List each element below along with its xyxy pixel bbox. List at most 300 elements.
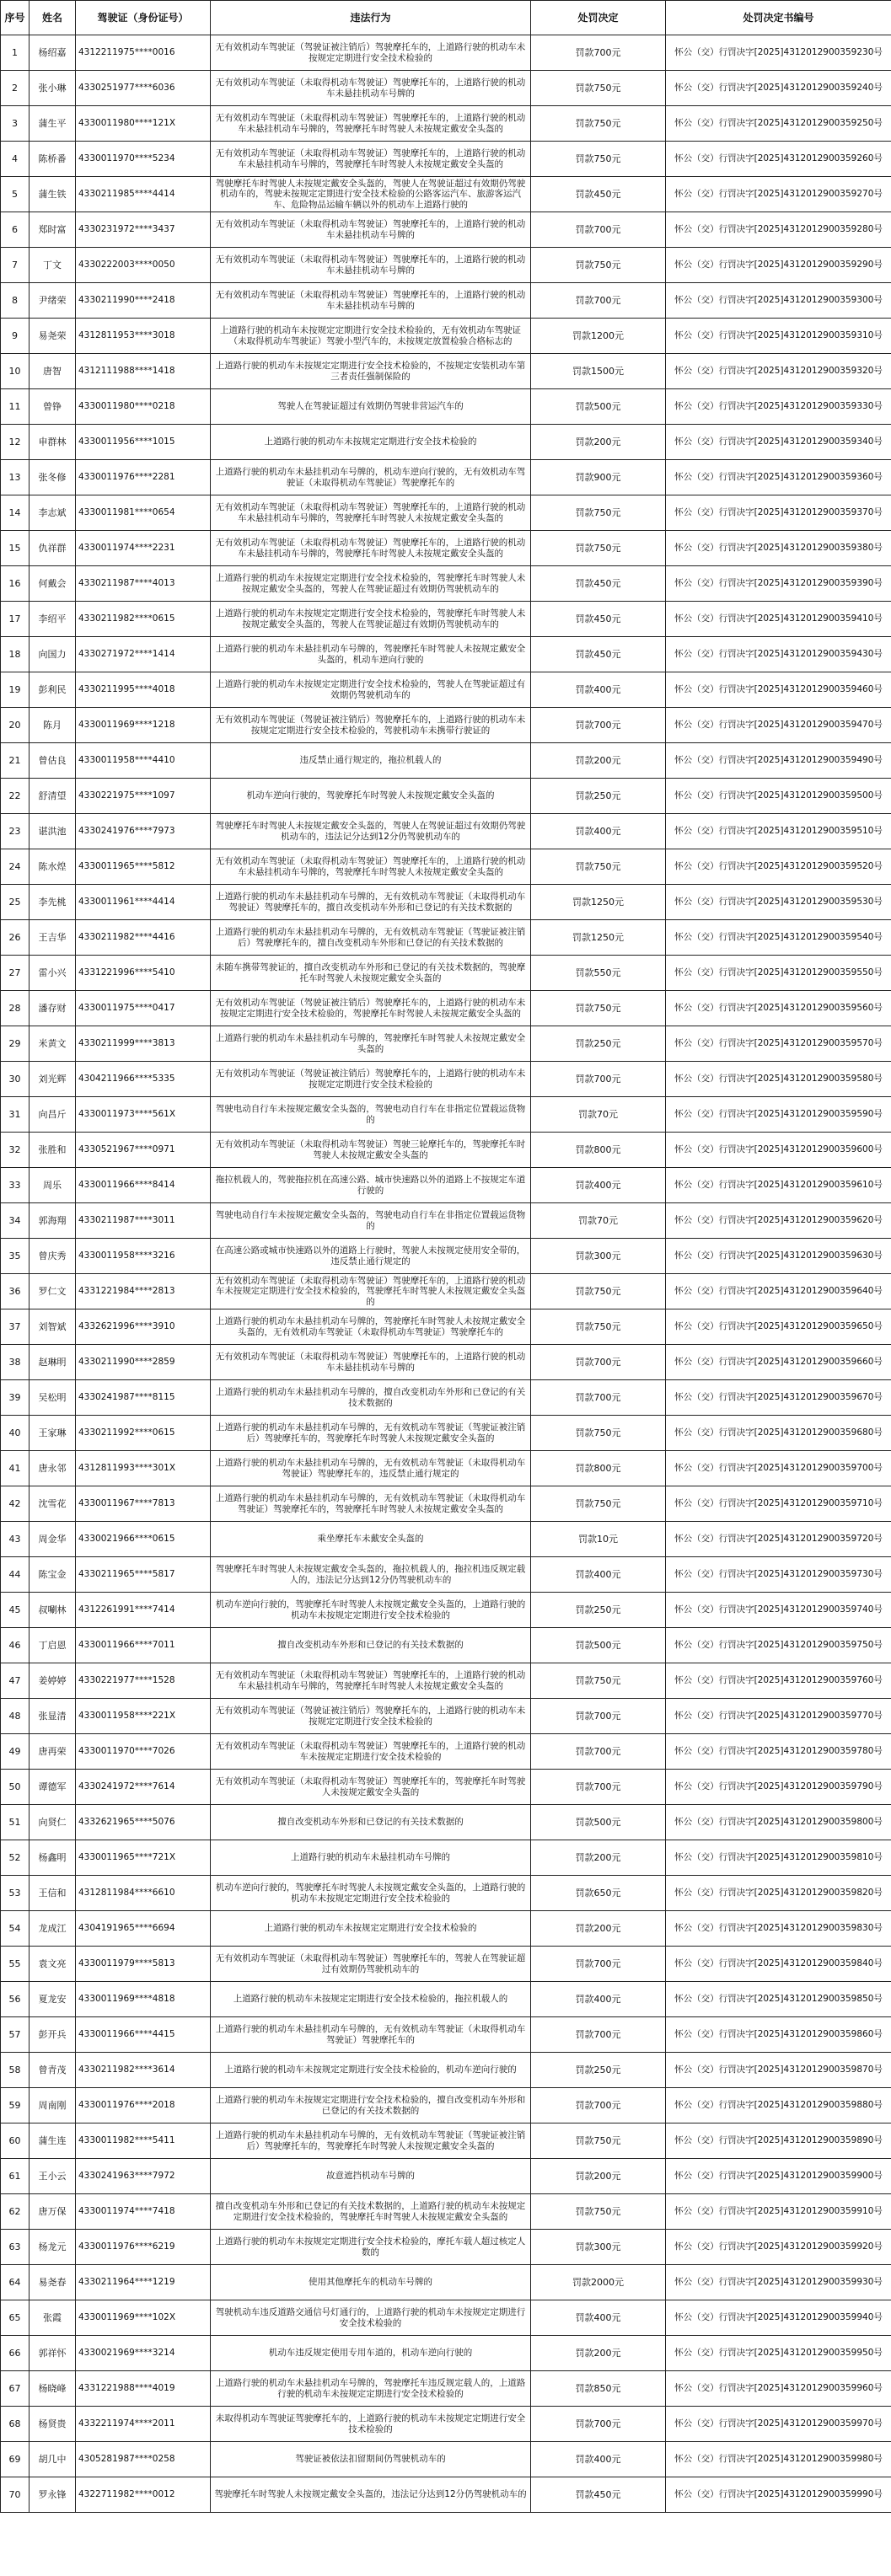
table-row xyxy=(1,35,891,71)
cell-seq: 67 xyxy=(1,2371,30,2407)
cell-license-id: 433024196​3****7972 xyxy=(76,2159,211,2194)
cell-penalty: 罚款750元 xyxy=(531,106,666,142)
cell-license-id: 433001197​0****5234 xyxy=(76,142,211,177)
cell-violation: 无有效机动车驾驶证（未取得机动车驾驶证）驾驶摩托车的，上道路行驶的机动车未悬挂机动车号牌的 xyxy=(211,283,531,319)
cell-penalty: 罚款700元 xyxy=(531,2407,666,2442)
cell-penalty: 罚款400元 xyxy=(531,1982,666,2017)
cell-seq: 38 xyxy=(1,1345,30,1380)
table-row xyxy=(1,814,891,849)
table-row xyxy=(1,1133,891,1168)
cell-seq: 30 xyxy=(1,1062,30,1097)
cell-name: 谌洪池 xyxy=(30,814,76,849)
cell-decision-number: 怀公（交）行罚决字[2025]431201290035980​0号 xyxy=(666,1805,891,1840)
table-row xyxy=(1,1805,891,1840)
cell-violation: 擅自改变机动车外形和已登记的有关技术数据的 xyxy=(211,1628,531,1663)
cell-penalty: 罚款450元 xyxy=(531,2477,666,2513)
cell-license-id: 433022197​7****1528 xyxy=(76,1663,211,1699)
cell-penalty: 罚款800元 xyxy=(531,1451,666,1486)
cell-violation: 擅自改变机动车外形和已登记的有关技术数据的，上道路行驶的机动车未按规定定期进行安全技术检验的，驾驶摩托车时驾驶人未按规定戴安全头盔的 xyxy=(211,2194,531,2230)
cell-name: 吴松明 xyxy=(30,1380,76,1416)
cell-penalty: 罚款750元 xyxy=(531,2194,666,2230)
cell-seq: 16 xyxy=(1,566,30,602)
cell-seq: 17 xyxy=(1,602,30,637)
table-row xyxy=(1,425,891,460)
table-row xyxy=(1,319,891,354)
cell-license-id: 433021196​4****1219 xyxy=(76,2265,211,2300)
cell-violation: 无有效机动车驾驶证（未取得机动车驾驶证）驾驶三轮摩托车的，驾驶摩托车时驾驶人未按规定戴安全头盔的 xyxy=(211,1133,531,1168)
cell-penalty: 罚款700元 xyxy=(531,1380,666,1416)
cell-seq: 26 xyxy=(1,920,30,956)
cell-name: 向贤仁 xyxy=(30,1805,76,1840)
cell-decision-number: 怀公（交）行罚决字[2025]431201290035993​0号 xyxy=(666,2265,891,2300)
cell-penalty: 罚款1200元 xyxy=(531,319,666,354)
cell-seq: 59 xyxy=(1,2088,30,2123)
cell-license-id: 433001195​6****1015 xyxy=(76,425,211,460)
cell-decision-number: 怀公（交）行罚决字[2025]431201290035941​0号 xyxy=(666,602,891,637)
cell-seq: 21 xyxy=(1,743,30,779)
cell-decision-number: 怀公（交）行罚决字[2025]431201290035989​0号 xyxy=(666,2123,891,2159)
cell-license-id: 433122198​4****2813 xyxy=(76,1274,211,1309)
cell-violation: 上道路行驶的机动车未按规定定期进行安全技术检验的，无有效机动车驾驶证（未取得机动车驾驶证）驾驶小型汽车的，未按规定放置检验合格标志的 xyxy=(211,319,531,354)
cell-penalty: 罚款900元 xyxy=(531,460,666,495)
table-row xyxy=(1,142,891,177)
cell-penalty: 罚款700元 xyxy=(531,212,666,248)
cell-name: 罗永锋 xyxy=(30,2477,76,2513)
cell-decision-number: 怀公（交）行罚决字[2025]431201290035966​0号 xyxy=(666,1345,891,1380)
cell-penalty: 罚款300元 xyxy=(531,2230,666,2265)
cell-seq: 15 xyxy=(1,531,30,566)
cell-violation: 上道路行驶的机动车未悬挂机动车号牌的，无有效机动车驾驶证（驾驶证被注销后）驾驶摩托车的，驾驶摩托车时驾驶人未按规定戴安全头盔的 xyxy=(211,1416,531,1451)
cell-seq: 40 xyxy=(1,1416,30,1451)
cell-license-id: 433021196​5****5817 xyxy=(76,1557,211,1593)
cell-penalty: 罚款70元 xyxy=(531,1203,666,1239)
cell-decision-number: 怀公（交）行罚决字[2025]431201290035961​0号 xyxy=(666,1168,891,1203)
cell-seq: 47 xyxy=(1,1663,30,1699)
cell-penalty: 罚款850元 xyxy=(531,2371,666,2407)
cell-license-id: 433001197​3****561X xyxy=(76,1097,211,1133)
cell-seq: 8 xyxy=(1,283,30,319)
cell-seq: 33 xyxy=(1,1168,30,1203)
cell-decision-number: 怀公（交）行罚决字[2025]431201290035949​0号 xyxy=(666,743,891,779)
cell-penalty: 罚款450元 xyxy=(531,637,666,672)
table-row xyxy=(1,248,891,283)
cell-seq: 45 xyxy=(1,1593,30,1628)
cell-license-id: 433001198​0****121X xyxy=(76,106,211,142)
cell-penalty: 罚款250元 xyxy=(531,1593,666,1628)
cell-violation: 无有效机动车驾驶证（未取得机动车驾驶证）驾驶摩托车的，上道路行驶的机动车未悬挂机动车号牌的 xyxy=(211,212,531,248)
cell-name: 唐智 xyxy=(30,354,76,389)
cell-license-id: 433021198​7****3011 xyxy=(76,1203,211,1239)
cell-decision-number: 怀公（交）行罚决字[2025]431201290035956​0号 xyxy=(666,991,891,1026)
cell-license-id: 433001197​4****2231 xyxy=(76,531,211,566)
table-row xyxy=(1,1593,891,1628)
cell-name: 向国力 xyxy=(30,637,76,672)
cell-violation: 上道路行驶的机动车未按规定定期进行安全技术检验的，拖拉机载人的 xyxy=(211,1982,531,2017)
cell-name: 张胜和 xyxy=(30,1133,76,1168)
cell-name: 蒲生铁 xyxy=(30,177,76,212)
cell-penalty: 罚款750元 xyxy=(531,1274,666,1309)
cell-license-id: 433021198​2****4416 xyxy=(76,920,211,956)
cell-violation: 机动车违反规定使用专用车道的，机动车逆向行驶的 xyxy=(211,2336,531,2371)
cell-seq: 1 xyxy=(1,35,30,71)
cell-penalty: 罚款450元 xyxy=(531,602,666,637)
cell-decision-number: 怀公（交）行罚决字[2025]431201290035930​0号 xyxy=(666,283,891,319)
table-row xyxy=(1,1557,891,1593)
cell-name: 申群林 xyxy=(30,425,76,460)
cell-penalty: 罚款400元 xyxy=(531,672,666,708)
cell-name: 蒲生连 xyxy=(30,2123,76,2159)
cell-violation: 无有效机动车驾驶证（未取得机动车驾驶证）驾驶摩托车的，上道路行驶的机动车未悬挂机动车号牌的，驾驶摩托车时驾驶人未按规定戴安全头盔的 xyxy=(211,495,531,531)
cell-decision-number: 怀公（交）行罚决字[2025]431201290035988​0号 xyxy=(666,2088,891,2123)
cell-decision-number: 怀公（交）行罚决字[2025]431201290035978​0号 xyxy=(666,1734,891,1770)
cell-decision-number: 怀公（交）行罚决字[2025]431201290035982​0号 xyxy=(666,1876,891,1911)
cell-decision-number: 怀公（交）行罚决字[2025]431201290035996​0号 xyxy=(666,2371,891,2407)
cell-seq: 11 xyxy=(1,389,30,425)
cell-violation: 拖拉机载人的，驾驶拖拉机在高速公路、城市快速路以外的道路上不按规定车道行驶的 xyxy=(211,1168,531,1203)
cell-license-id: 433001195​8****3216 xyxy=(76,1239,211,1274)
cell-decision-number: 怀公（交）行罚决字[2025]431201290035967​0号 xyxy=(666,1380,891,1416)
table-row xyxy=(1,1451,891,1486)
cell-seq: 63 xyxy=(1,2230,30,2265)
cell-violation: 无有效机动车驾驶证（未取得机动车驾驶证）驾驶摩托车的，驾驶摩托车时驾驶人未按规定戴安全头盔的 xyxy=(211,1770,531,1805)
cell-decision-number: 怀公（交）行罚决字[2025]431201290035929​0号 xyxy=(666,248,891,283)
cell-penalty: 罚款650元 xyxy=(531,1876,666,1911)
cell-seq: 44 xyxy=(1,1557,30,1593)
table-row xyxy=(1,389,891,425)
cell-decision-number: 怀公（交）行罚决字[2025]431201290035950​0号 xyxy=(666,779,891,814)
cell-penalty: 罚款200元 xyxy=(531,1911,666,1947)
cell-penalty: 罚款500元 xyxy=(531,1628,666,1663)
cell-penalty: 罚款750元 xyxy=(531,1309,666,1345)
cell-penalty: 罚款750元 xyxy=(531,71,666,106)
col-header-violation: 违法行为 xyxy=(211,1,531,35)
table-row xyxy=(1,1734,891,1770)
cell-violation: 无有效机动车驾驶证（未取得机动车驾驶证）驾驶摩托车的，上道路行驶的机动车未按规定定期进行安全技术检验的 xyxy=(211,1734,531,1770)
cell-violation: 上道路行驶的机动车未按规定定期进行安全技术检验的，驾驶人在驾驶证超过有效期仍驾驶机动车的 xyxy=(211,672,531,708)
table-row xyxy=(1,672,891,708)
cell-decision-number: 怀公（交）行罚决字[2025]431201290035926​0号 xyxy=(666,142,891,177)
col-header-penalty: 处罚决定 xyxy=(531,1,666,35)
cell-name: 易尧荣 xyxy=(30,319,76,354)
table-row xyxy=(1,2230,891,2265)
table-row xyxy=(1,2407,891,2442)
cell-violation: 上道路行驶的机动车未按规定定期进行安全技术检验的，驾驶摩托车时驾驶人未按规定戴安全头盔的，驾驶人在驾驶证超过有效期仍驾驶机动车的 xyxy=(211,602,531,637)
cell-penalty: 罚款1500元 xyxy=(531,354,666,389)
cell-violation: 上道路行驶的机动车未悬挂机动车号牌的，驾驶摩托车时驾驶人未按规定戴安全头盔的 xyxy=(211,1026,531,1062)
cell-name: 张显清 xyxy=(30,1699,76,1734)
cell-decision-number: 怀公（交）行罚决字[2025]431201290035954​0号 xyxy=(666,920,891,956)
cell-penalty: 罚款800元 xyxy=(531,1133,666,1168)
table-row xyxy=(1,2194,891,2230)
cell-name: 周南刚 xyxy=(30,2088,76,2123)
cell-decision-number: 怀公（交）行罚决字[2025]431201290035932​0号 xyxy=(666,354,891,389)
cell-seq: 9 xyxy=(1,319,30,354)
cell-violation: 无有效机动车驾驶证（未取得机动车驾驶证）驾驶摩托车的，上道路行驶的机动车未悬挂机动车号牌的，驾驶摩托车时驾驶人未按规定戴安全头盔的 xyxy=(211,142,531,177)
table-row xyxy=(1,1380,891,1416)
cell-license-id: 433001197​9****5813 xyxy=(76,1947,211,1982)
cell-decision-number: 怀公（交）行罚决字[2025]431201290035974​0号 xyxy=(666,1593,891,1628)
table-row xyxy=(1,2123,891,2159)
table-row xyxy=(1,1203,891,1239)
cell-seq: 57 xyxy=(1,2017,30,2053)
table-row xyxy=(1,106,891,142)
cell-license-id: 433001195​8****221X xyxy=(76,1699,211,1734)
cell-penalty: 罚款1250元 xyxy=(531,885,666,920)
table-row xyxy=(1,283,891,319)
cell-violation: 上道路行驶的机动车未悬挂机动车号牌的，无有效机动车驾驶证（未取得机动车驾驶证）驾驶摩托车的，驾驶摩托车时驾驶人未按规定戴安全头盔的 xyxy=(211,1486,531,1522)
cell-decision-number: 怀公（交）行罚决字[2025]431201290035955​0号 xyxy=(666,956,891,991)
cell-penalty: 罚款700元 xyxy=(531,1947,666,1982)
cell-decision-number: 怀公（交）行罚决字[2025]431201290035972​0号 xyxy=(666,1522,891,1557)
cell-seq: 54 xyxy=(1,1911,30,1947)
table-row xyxy=(1,1982,891,2017)
cell-seq: 61 xyxy=(1,2159,30,2194)
cell-name: 唐永邻 xyxy=(30,1451,76,1486)
cell-violation: 无有效机动车驾驶证（未取得机动车驾驶证）驾驶摩托车的，上道路行驶的机动车未按规定定期进行安全技术检验的，驾驶摩托车时驾驶人未按规定戴安全头盔的 xyxy=(211,1274,531,1309)
cell-decision-number: 怀公（交）行罚决字[2025]431201290035951​0号 xyxy=(666,814,891,849)
cell-license-id: 433122198​8****4019 xyxy=(76,2371,211,2407)
cell-penalty: 罚款750元 xyxy=(531,849,666,885)
cell-license-id: 430421196​6****5335 xyxy=(76,1062,211,1097)
cell-decision-number: 怀公（交）行罚决字[2025]431201290035975​0号 xyxy=(666,1628,891,1663)
table-row xyxy=(1,2477,891,2513)
cell-violation: 故意遮挡机动车号牌的 xyxy=(211,2159,531,2194)
cell-name: 曾铮 xyxy=(30,389,76,425)
cell-seq: 55 xyxy=(1,1947,30,1982)
cell-name: 尹绪荣 xyxy=(30,283,76,319)
cell-name: 杨绍嘉 xyxy=(30,35,76,71)
cell-penalty: 罚款500元 xyxy=(531,389,666,425)
cell-violation: 驾驶电动自行车未按规定戴安全头盔的，驾驶电动自行车在非指定位置载运货物的 xyxy=(211,1203,531,1239)
cell-license-id: 433262196​5****5076 xyxy=(76,1805,211,1840)
cell-decision-number: 怀公（交）行罚决字[2025]431201290035995​0号 xyxy=(666,2336,891,2371)
cell-violation: 上道路行驶的机动车未悬挂机动车号牌的，驾驶摩托车时驾驶人未按规定戴安全头盔的，无有效机动车驾驶证（未取得机动车驾驶证）驾驶摩托车的 xyxy=(211,1309,531,1345)
cell-name: 曾庆秀 xyxy=(30,1239,76,1274)
cell-seq: 51 xyxy=(1,1805,30,1840)
table-row xyxy=(1,1947,891,1982)
cell-violation: 无有效机动车驾驶证（驾驶证被注销后）驾驶摩托车的，上道路行驶的机动车未按规定定期进行安全技术检验的 xyxy=(211,1699,531,1734)
cell-decision-number: 怀公（交）行罚决字[2025]431201290035991​0号 xyxy=(666,2194,891,2230)
cell-name: 张冬修 xyxy=(30,460,76,495)
table-row xyxy=(1,602,891,637)
cell-violation: 驾驶摩托车时驾驶人未按规定戴安全头盔的，违法记分达到12分仍驾驶机动车的 xyxy=(211,2477,531,2513)
cell-violation: 无有效机动车驾驶证（未取得机动车驾驶证）驾驶摩托车的，驾驶人在驾驶证超过有效期仍驾驶机动车的 xyxy=(211,1947,531,1982)
cell-name: 王信和 xyxy=(30,1876,76,1911)
cell-decision-number: 怀公（交）行罚决字[2025]431201290035964​0号 xyxy=(666,1274,891,1309)
cell-decision-number: 怀公（交）行罚决字[2025]431201290035934​0号 xyxy=(666,425,891,460)
cell-decision-number: 怀公（交）行罚决字[2025]431201290035963​0号 xyxy=(666,1239,891,1274)
cell-decision-number: 怀公（交）行罚决字[2025]431201290035970​0号 xyxy=(666,1451,891,1486)
table-row xyxy=(1,1770,891,1805)
cell-decision-number: 怀公（交）行罚决字[2025]431201290035939​0号 xyxy=(666,566,891,602)
cell-violation: 上道路行驶的机动车未按规定定期进行安全技术检验的 xyxy=(211,1911,531,1947)
cell-violation: 无有效机动车驾驶证（未取得机动车驾驶证）驾驶摩托车的，上道路行驶的机动车未悬挂机动车号牌的 xyxy=(211,71,531,106)
cell-penalty: 罚款750元 xyxy=(531,1416,666,1451)
cell-penalty: 罚款700元 xyxy=(531,2088,666,2123)
cell-name: 叔唰林 xyxy=(30,1593,76,1628)
cell-violation: 上道路行驶的机动车未按规定定期进行安全技术检验的，不按规定安装机动车第三者责任强制保险的 xyxy=(211,354,531,389)
cell-name: 杨龙元 xyxy=(30,2230,76,2265)
cell-violation: 无有效机动车驾驶证（驾驶证被注销后）驾驶摩托车的，上道路行驶的机动车未按规定定期进行安全技术检验的，驾驶摩托车时驾驶人未按规定戴安全头盔的 xyxy=(211,991,531,1026)
table-row xyxy=(1,637,891,672)
cell-seq: 23 xyxy=(1,814,30,849)
cell-seq: 29 xyxy=(1,1026,30,1062)
cell-seq: 53 xyxy=(1,1876,30,1911)
cell-decision-number: 怀公（交）行罚决字[2025]431201290035968​0号 xyxy=(666,1416,891,1451)
cell-decision-number: 怀公（交）行罚决字[2025]431201290035983​0号 xyxy=(666,1911,891,1947)
table-header-row xyxy=(1,1,891,35)
cell-license-id: 433024197​6****7973 xyxy=(76,814,211,849)
cell-name: 李志斌 xyxy=(30,495,76,531)
cell-seq: 60 xyxy=(1,2123,30,2159)
cell-violation: 使用其他摩托车的机动车号牌的 xyxy=(211,2265,531,2300)
cell-license-id: 433001197​4****7418 xyxy=(76,2194,211,2230)
cell-seq: 70 xyxy=(1,2477,30,2513)
cell-seq: 42 xyxy=(1,1486,30,1522)
cell-name: 龙成江 xyxy=(30,1911,76,1947)
cell-license-id: 433021198​2****0615 xyxy=(76,602,211,637)
cell-violation: 在高速公路或城市快速路以外的道路上行驶时，驾驶人未按规定使用安全带的，违反禁止通行规定的 xyxy=(211,1239,531,1274)
cell-decision-number: 怀公（交）行罚决字[2025]431201290035997​0号 xyxy=(666,2407,891,2442)
cell-violation: 上道路行驶的机动车未悬挂机动车号牌的，擅自改变机动车外形和已登记的有关技术数据的 xyxy=(211,1380,531,1416)
cell-license-id: 433021199​0****2859 xyxy=(76,1345,211,1380)
cell-decision-number: 怀公（交）行罚决字[2025]431201290035946​0号 xyxy=(666,672,891,708)
cell-seq: 10 xyxy=(1,354,30,389)
cell-decision-number: 怀公（交）行罚决字[2025]431201290035971​0号 xyxy=(666,1486,891,1522)
cell-name: 刘智斌 xyxy=(30,1309,76,1345)
cell-license-id: 433021198​7****4013 xyxy=(76,566,211,602)
cell-name: 王吉华 xyxy=(30,920,76,956)
cell-penalty: 罚款250元 xyxy=(531,1026,666,1062)
table-row xyxy=(1,2265,891,2300)
cell-license-id: 433001196​1****4414 xyxy=(76,885,211,920)
cell-license-id: 433001198​0****0218 xyxy=(76,389,211,425)
cell-name: 周金华 xyxy=(30,1522,76,1557)
cell-decision-number: 怀公（交）行罚决字[2025]431201290035984​0号 xyxy=(666,1947,891,1982)
table-row xyxy=(1,1522,891,1557)
cell-license-id: 431226199​1****7414 xyxy=(76,1593,211,1628)
cell-decision-number: 怀公（交）行罚决字[2025]431201290035962​0号 xyxy=(666,1203,891,1239)
cell-violation: 上道路行驶的机动车未悬挂机动车号牌的 xyxy=(211,1840,531,1876)
cell-decision-number: 怀公（交）行罚决字[2025]431201290035960​0号 xyxy=(666,1133,891,1168)
cell-violation: 上道路行驶的机动车未按规定定期进行安全技术检验的，摩托车载人超过核定人数的 xyxy=(211,2230,531,2265)
table-row xyxy=(1,1274,891,1309)
cell-license-id: 433022200​3****0050 xyxy=(76,248,211,283)
col-header-name: 姓名 xyxy=(30,1,76,35)
cell-seq: 2 xyxy=(1,71,30,106)
cell-seq: 62 xyxy=(1,2194,30,2230)
table-row xyxy=(1,956,891,991)
cell-violation: 驾驶证被依法扣留期间仍驾驶机动车的 xyxy=(211,2442,531,2477)
cell-decision-number: 怀公（交）行罚决字[2025]431201290035933​0号 xyxy=(666,389,891,425)
cell-seq: 19 xyxy=(1,672,30,708)
cell-seq: 69 xyxy=(1,2442,30,2477)
cell-penalty: 罚款450元 xyxy=(531,566,666,602)
cell-decision-number: 怀公（交）行罚决字[2025]431201290035999​0号 xyxy=(666,2477,891,2513)
cell-license-id: 433021199​0****2418 xyxy=(76,283,211,319)
cell-decision-number: 怀公（交）行罚决字[2025]431201290035924​0号 xyxy=(666,71,891,106)
cell-penalty: 罚款200元 xyxy=(531,2159,666,2194)
cell-name: 陈月 xyxy=(30,708,76,743)
cell-penalty: 罚款700元 xyxy=(531,1734,666,1770)
table-row xyxy=(1,1309,891,1345)
cell-name: 周乐 xyxy=(30,1168,76,1203)
cell-name: 陈桥番 xyxy=(30,142,76,177)
cell-penalty: 罚款250元 xyxy=(531,779,666,814)
cell-decision-number: 怀公（交）行罚决字[2025]431201290035931​0号 xyxy=(666,319,891,354)
table-row xyxy=(1,71,891,106)
cell-decision-number: 怀公（交）行罚决字[2025]431201290035992​0号 xyxy=(666,2230,891,2265)
cell-violation: 上道路行驶的机动车未按规定定期进行安全技术检验的，驾驶摩托车时驾驶人未按规定戴安全头盔的，驾驶人在驾驶证超过有效期仍驾驶机动车的 xyxy=(211,566,531,602)
cell-violation: 无有效机动车驾驶证（驾驶证被注销后）驾驶摩托车的，上道路行驶的机动车未按规定定期进行安全技术检验的 xyxy=(211,1062,531,1097)
cell-penalty: 罚款700元 xyxy=(531,1699,666,1734)
table-row xyxy=(1,531,891,566)
cell-decision-number: 怀公（交）行罚决字[2025]431201290035977​0号 xyxy=(666,1699,891,1734)
cell-seq: 48 xyxy=(1,1699,30,1734)
cell-seq: 35 xyxy=(1,1239,30,1274)
cell-license-id: 433001196​5****5812 xyxy=(76,849,211,885)
table-row xyxy=(1,2053,891,2088)
cell-decision-number: 怀公（交）行罚决字[2025]431201290035985​0号 xyxy=(666,1982,891,2017)
cell-seq: 56 xyxy=(1,1982,30,2017)
cell-license-id: 433024198​7****8115 xyxy=(76,1380,211,1416)
col-header-license-id: 驾驶证（身份证号） xyxy=(76,1,211,35)
cell-penalty: 罚款700元 xyxy=(531,708,666,743)
table-row xyxy=(1,212,891,248)
cell-seq: 20 xyxy=(1,708,30,743)
cell-decision-number: 怀公（交）行罚决字[2025]431201290035958​0号 xyxy=(666,1062,891,1097)
cell-decision-number: 怀公（交）行罚决字[2025]431201290035957​0号 xyxy=(666,1026,891,1062)
table-row xyxy=(1,1345,891,1380)
cell-name: 罗仁文 xyxy=(30,1274,76,1309)
cell-violation: 上道路行驶的机动车未按规定定期进行安全技术检验的，机动车逆向行驶的 xyxy=(211,2053,531,2088)
cell-name: 李先桃 xyxy=(30,885,76,920)
cell-license-id: 433122199​6****5410 xyxy=(76,956,211,991)
cell-seq: 37 xyxy=(1,1309,30,1345)
cell-violation: 驾驶电动自行车未按规定戴安全头盔的，驾驶电动自行车在非指定位置载运货物的 xyxy=(211,1097,531,1133)
cell-violation: 驾驶摩托车时驾驶人未按规定戴安全头盔的，驾驶人在驾驶证超过有效期仍驾驶机动车的，违法记分达到12分仍驾驶机动车的 xyxy=(211,814,531,849)
cell-seq: 27 xyxy=(1,956,30,991)
cell-violation: 驾驶摩托车时驾驶人未按规定戴安全头盔的，驾驶人在驾驶证超过有效期仍驾驶机动车的，驾驶未按规定定期进行安全技术检验的公路客运汽车、旅游客运汽车、危险物品运输车辆以外的机动车上道路行驶的 xyxy=(211,177,531,212)
cell-seq: 7 xyxy=(1,248,30,283)
cell-license-id: 433262199​6****3910 xyxy=(76,1309,211,1345)
cell-penalty: 罚款200元 xyxy=(531,1840,666,1876)
cell-license-id: 433021199​5****4018 xyxy=(76,672,211,708)
cell-penalty: 罚款500元 xyxy=(531,1805,666,1840)
cell-name: 李绍平 xyxy=(30,602,76,637)
cell-name: 潘存财 xyxy=(30,991,76,1026)
cell-license-id: 433021198​2****3614 xyxy=(76,2053,211,2088)
cell-name: 张霞 xyxy=(30,2300,76,2336)
cell-violation: 上道路行驶的机动车未悬挂机动车号牌的，机动车逆向行驶的，无有效机动车驾驶证（未取得机动车驾驶证）驾驶摩托车的 xyxy=(211,460,531,495)
cell-license-id: 433023197​2****3437 xyxy=(76,212,211,248)
cell-seq: 6 xyxy=(1,212,30,248)
cell-penalty: 罚款10元 xyxy=(531,1522,666,1557)
cell-name: 仇祥群 xyxy=(30,531,76,566)
table-row xyxy=(1,1911,891,1947)
cell-seq: 25 xyxy=(1,885,30,920)
table-row xyxy=(1,2336,891,2371)
table-row xyxy=(1,2159,891,2194)
cell-penalty: 罚款700元 xyxy=(531,35,666,71)
cell-violation: 机动车逆向行驶的，驾驶摩托车时驾驶人未按规定戴安全头盔的，上道路行驶的机动车未按规定定期进行安全技术检验的 xyxy=(211,1593,531,1628)
cell-seq: 14 xyxy=(1,495,30,531)
table-row xyxy=(1,1699,891,1734)
table-row xyxy=(1,2300,891,2336)
cell-seq: 64 xyxy=(1,2265,30,2300)
cell-license-id: 433001196​5****721X xyxy=(76,1840,211,1876)
cell-penalty: 罚款750元 xyxy=(531,1663,666,1699)
